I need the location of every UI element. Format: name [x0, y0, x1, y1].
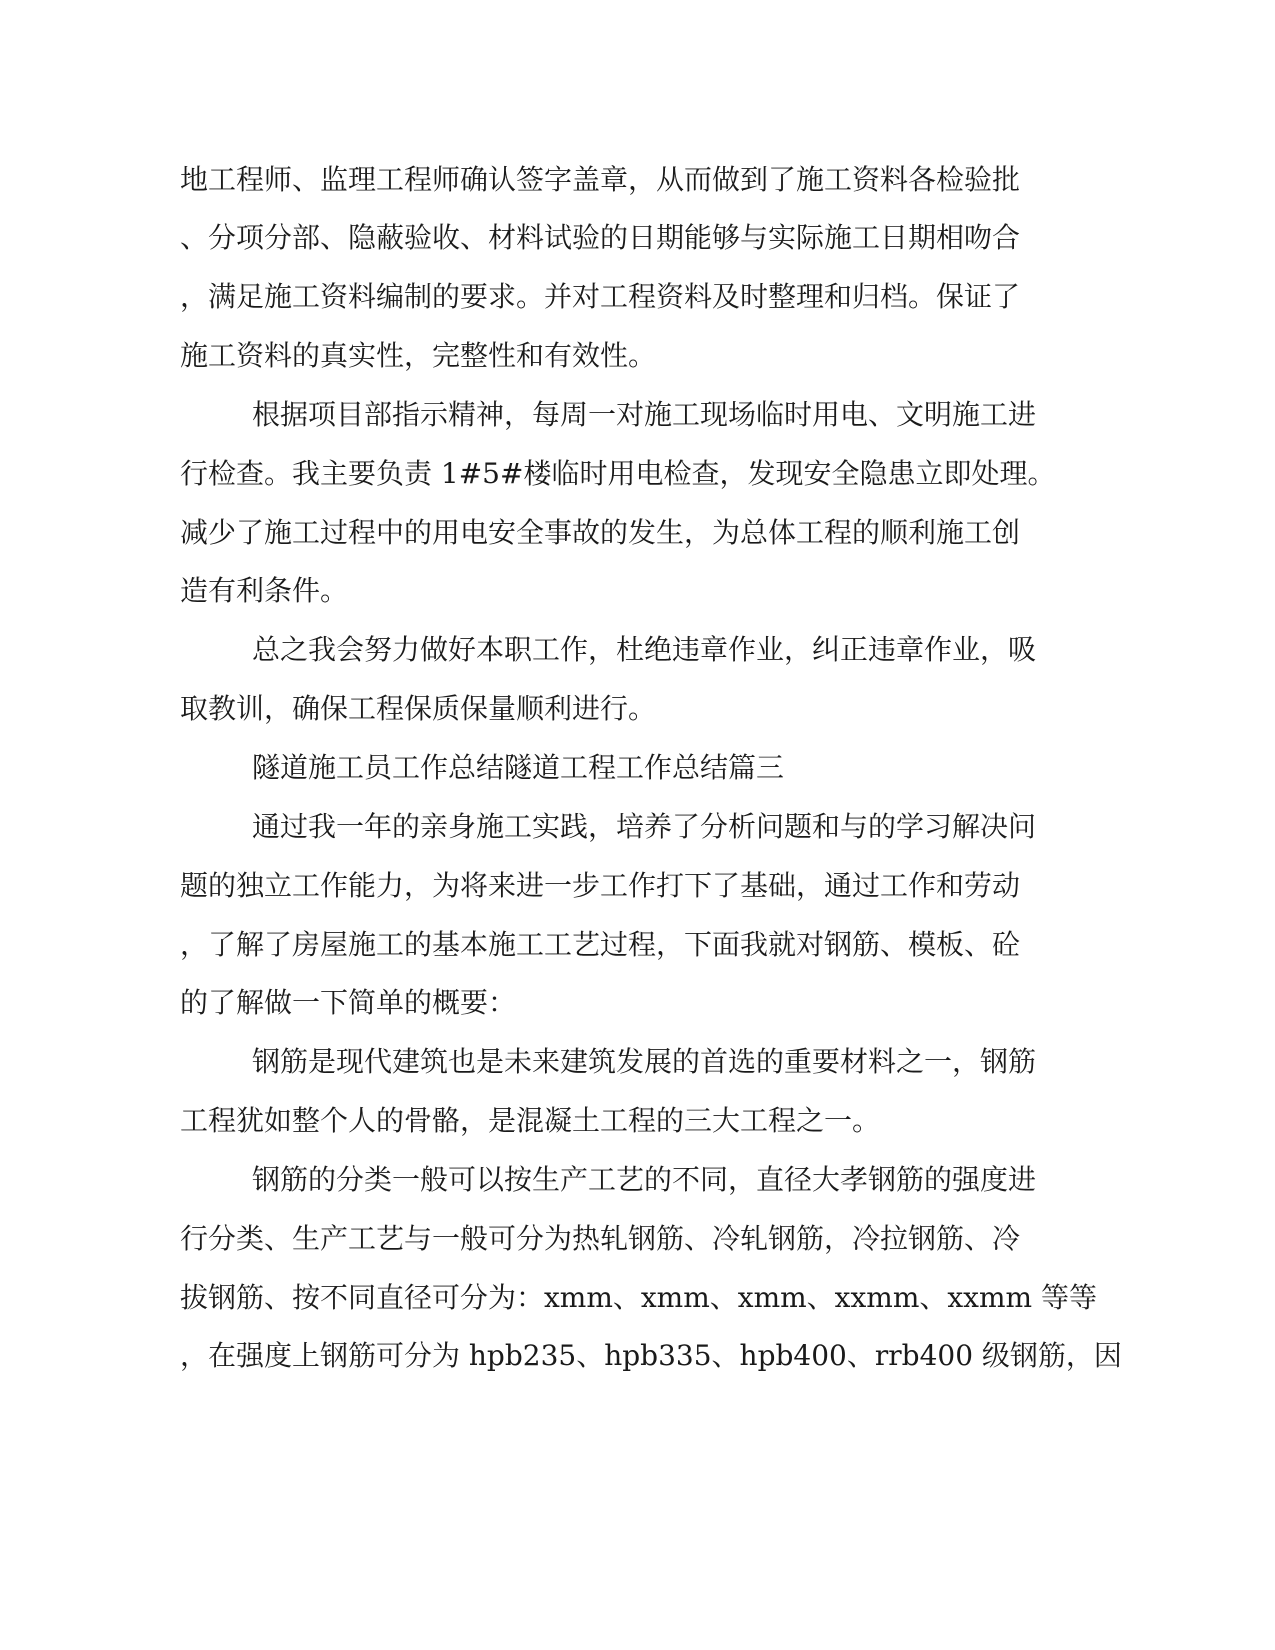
text-line: 钢筋的分类一般可以按生产工艺的不同，直径大孝钢筋的强度进: [252, 1163, 1037, 1196]
text-line: ，在强度上钢筋可分为 hpb235、hpb335、hpb400、rrb400 级钢筋，因: [180, 1339, 1122, 1372]
text-line: 根据项目部指示精神，每周一对施工现场临时用电、文明施工进: [252, 398, 1037, 431]
text-line: ，了解了房屋施工的基本施工工艺过程，下面我就对钢筋、模板、砼: [180, 928, 1021, 961]
text-line: 造有利条件。: [180, 574, 349, 607]
text-line: ，满足施工资料编制的要求。并对工程资料及时整理和归档。保证了: [180, 280, 1021, 313]
text-line: 、分项分部、隐蔽验收、材料试验的日期能够与实际施工日期相吻合: [180, 221, 1021, 254]
text-line: 拔钢筋、按不同直径可分为：xmm、xmm、xmm、xxmm、xxmm 等等: [180, 1281, 1097, 1314]
text-line: 减少了施工过程中的用电安全事故的发生，为总体工程的顺利施工创: [180, 516, 1021, 549]
text-line: 行分类、生产工艺与一般可分为热轧钢筋、冷轧钢筋，冷拉钢筋、冷: [180, 1222, 1021, 1255]
text-line: 工程犹如整个人的骨骼，是混凝土工程的三大工程之一。: [180, 1104, 881, 1137]
text-line: 题的独立工作能力，为将来进一步工作打下了基础，通过工作和劳动: [180, 869, 1021, 902]
text-line: 钢筋是现代建筑也是未来建筑发展的首选的重要材料之一，钢筋: [252, 1045, 1037, 1078]
text-line: 总之我会努力做好本职工作，杜绝违章作业，纠正违章作业，吸: [252, 633, 1037, 666]
text-line: 施工资料的真实性，完整性和有效性。: [180, 339, 657, 372]
text-line: 的了解做一下简单的概要：: [180, 986, 517, 1019]
text-line: 通过我一年的亲身施工实践，培养了分析问题和与的学习解决问: [252, 810, 1037, 843]
section-heading: 隧道施工员工作总结隧道工程工作总结篇三: [252, 751, 785, 784]
text-line: 行检查。我主要负责 1#5#楼临时用电检查，发现安全隐患立即处理。: [180, 457, 1056, 490]
text-line: 地工程师、监理工程师确认签字盖章，从而做到了施工资料各检验批: [180, 163, 1021, 196]
text-line: 取教训，确保工程保质保量顺利进行。: [180, 692, 657, 725]
